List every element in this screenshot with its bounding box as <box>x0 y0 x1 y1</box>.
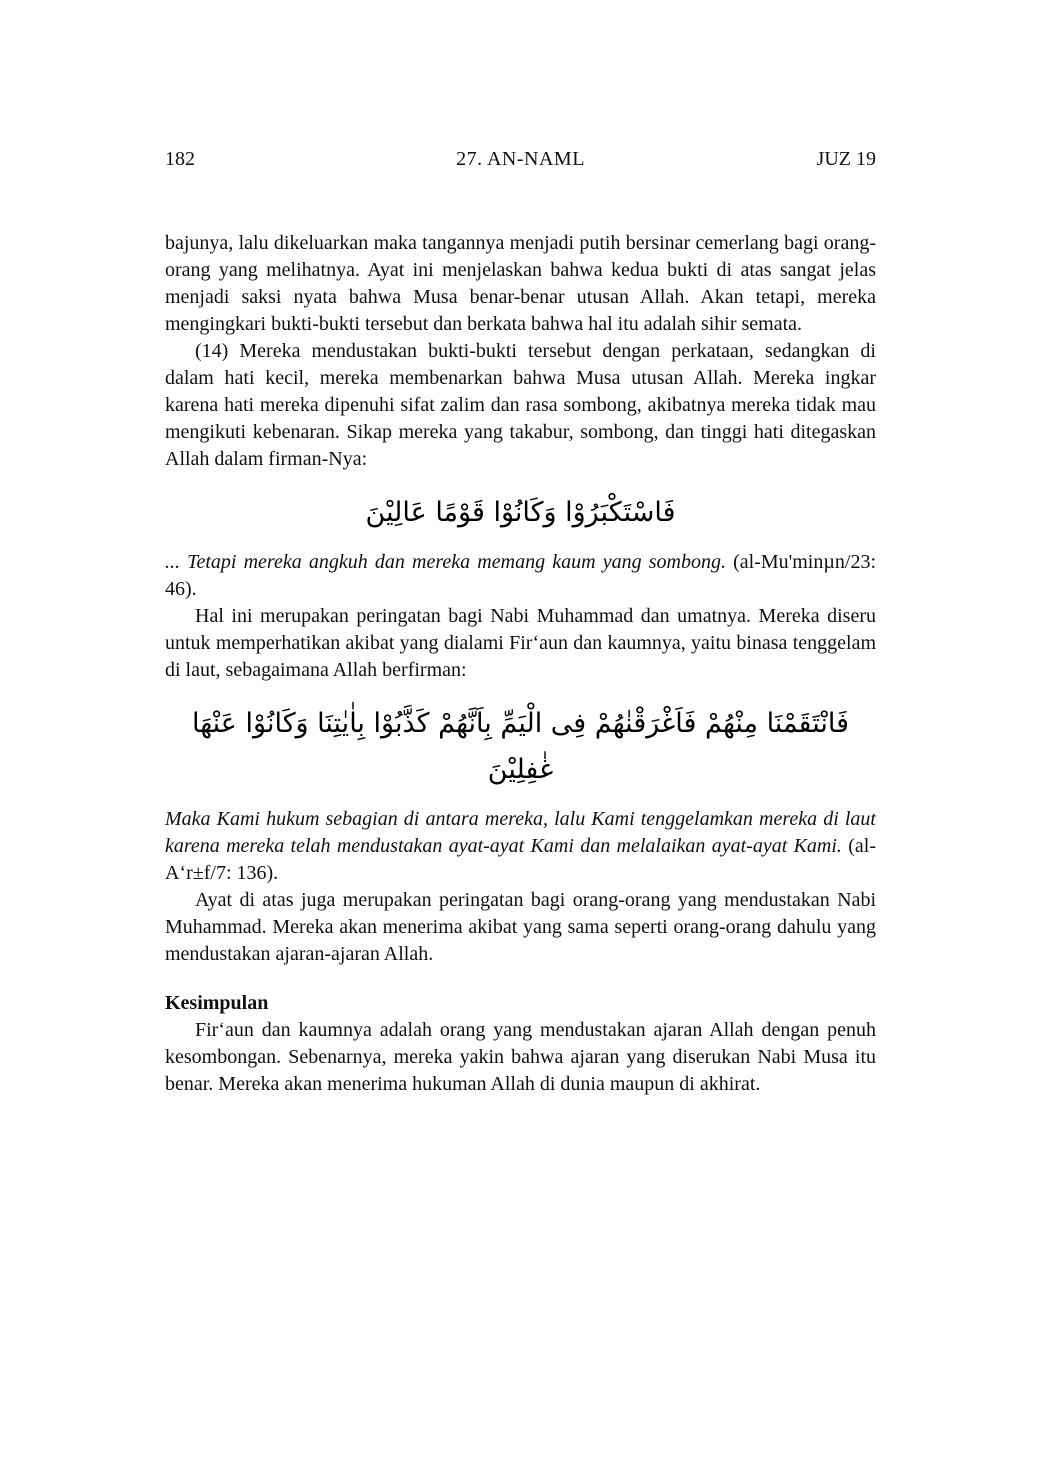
kesimpulan-heading: Kesimpulan <box>165 992 269 1014</box>
verse2-reference: (al-A‘r±f/7: 136). <box>165 835 876 884</box>
verse1-reference: (al-Mu'minµn/23: 46). <box>165 551 876 600</box>
paragraph-kesimpulan: Fir‘aun dan kaumnya adalah orang yang mendustakan ajaran Allah dengan penuh kesombongan. Sebenarnya, mereka yakin bahwa ajaran yang diserukan Nabi Musa itu benar. Mereka akan menerima hukuman Allah di dunia maupun di akhirat. <box>165 1019 876 1095</box>
paragraph-warning-deniers: Ayat di atas juga merupakan peringatan bagi orang-orang yang mendustakan Nabi Muhammad. Mereka akan menerima akibat yang sama seperti orang-orang dahulu yang mendustakan ajaran-ajaran Allah. <box>165 889 876 965</box>
running-header <box>165 146 876 173</box>
verse1-translation-block <box>165 549 876 603</box>
verse1-translation-text: ... Tetapi mereka angkuh dan mereka memang kaum yang sombong. <box>165 551 726 573</box>
page-number: 182 <box>165 148 195 170</box>
paragraph-warning-muhammad: Hal ini merupakan peringatan bagi Nabi Muhammad dan umatnya. Mereka diseru untuk memperhatikan akibat yang dialami Fir‘aun dan kaumnya, yaitu binasa tenggelam di laut, sebagaimana Allah berfirman: <box>165 605 876 681</box>
paragraph-continuation: bajunya, lalu dikeluarkan maka tangannya menjadi putih bersinar cemerlang bagi orang-orang yang melihatnya. Ayat ini menjelaskan bahwa kedua bukti di atas sangat jelas menjadi saksi nyata bahwa Musa benar-benar utusan Allah. Akan tetapi, mereka mengingkari bukti-bukti tersebut dan berkata bahwa hal itu adalah sihir semata. <box>165 232 876 335</box>
arabic-verse-1: فَاسْتَكْبَرُوْا وَكَانُوْا قَوْمًا عَالِيْنَ <box>365 497 676 528</box>
arabic-verse-2: فَانْتَقَمْنَا مِنْهُمْ فَاَغْرَقْنٰهُمْ فِى الْيَمِّ بِاَنَّهُمْ كَذَّبُوْا بِاٰيٰتِنَا وَكَانُوْا عَنْهَا غٰفِلِيْنَ <box>191 708 850 785</box>
verse2-translation-block <box>165 806 876 887</box>
verse2-translation-text: Maka Kami hukum sebagian di antara mereka, lalu Kami tenggelamkan mereka di laut karena mereka telah mendustakan ayat-ayat Kami dan melalaikan ayat-ayat Kami. <box>165 808 876 857</box>
paragraph-verse14-commentary: (14) Mereka mendustakan bukti-bukti tersebut dengan perkataan, sedangkan di dalam hati kecil, mereka membenarkan bahwa Musa utusan Allah. Mereka ingkar karena hati mereka dipenuhi sifat zalim dan rasa sombong, akibatnya mereka tidak mau mengikuti kebenaran. Sikap mereka yang takabur, sombong, dan tinggi hati ditegaskan Allah dalam firman-Nya: <box>165 340 876 470</box>
chapter-title: 27. AN-NAML <box>456 148 585 170</box>
juz-label: JUZ 19 <box>816 148 876 170</box>
